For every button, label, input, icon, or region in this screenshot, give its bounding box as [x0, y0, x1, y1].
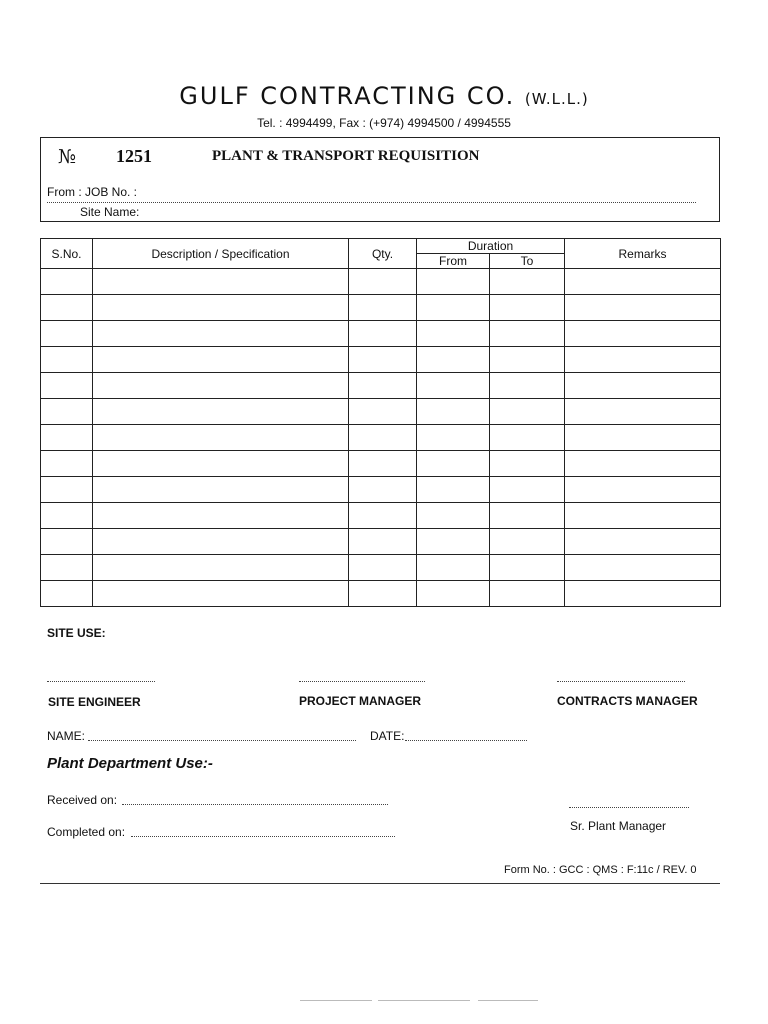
table-row [41, 373, 721, 399]
table-row [41, 269, 721, 295]
sno-cell[interactable] [41, 529, 93, 555]
serial-number: 1251 [116, 146, 152, 166]
to-cell[interactable] [490, 529, 565, 555]
site-engineer-signature-line[interactable] [47, 681, 155, 682]
sno-cell[interactable] [41, 477, 93, 503]
company-name-text: GULF CONTRACTING CO. [179, 82, 516, 110]
received-on-label: Received on: [47, 793, 118, 807]
scan-artifact-line [378, 1000, 470, 1001]
to-cell[interactable] [490, 555, 565, 581]
company-name [0, 82, 768, 110]
received-on-field[interactable] [122, 804, 388, 805]
sno-cell[interactable] [41, 399, 93, 425]
sno-cell[interactable] [41, 451, 93, 477]
sno-cell[interactable] [41, 581, 93, 607]
contracts-manager-label: CONTRACTS MANAGER [557, 694, 698, 708]
contracts-manager-signature-line[interactable] [557, 681, 685, 682]
qty-cell[interactable] [349, 555, 417, 581]
qty-cell[interactable] [349, 503, 417, 529]
to-cell[interactable] [490, 503, 565, 529]
remarks-cell[interactable] [565, 555, 721, 581]
header-remarks: Remarks [565, 239, 721, 269]
remarks-cell[interactable] [565, 477, 721, 503]
from-cell[interactable] [417, 347, 490, 373]
from-cell[interactable] [417, 295, 490, 321]
from-cell[interactable] [417, 581, 490, 607]
table-row [41, 425, 721, 451]
to-cell[interactable] [490, 477, 565, 503]
table-row [41, 477, 721, 503]
to-cell[interactable] [490, 295, 565, 321]
scan-artifact-line [478, 1000, 538, 1001]
form-number: Form No. : GCC : QMS : F:11c / REV. 0 [504, 864, 697, 876]
completed-on-field[interactable] [131, 836, 395, 837]
remarks-cell[interactable] [565, 503, 721, 529]
from-cell[interactable] [417, 269, 490, 295]
header-qty: Qty. [349, 239, 417, 269]
job-no-field[interactable] [47, 202, 696, 203]
date-field[interactable] [405, 740, 527, 741]
qty-cell[interactable] [349, 399, 417, 425]
from-cell[interactable] [417, 321, 490, 347]
qty-cell[interactable] [349, 347, 417, 373]
remarks-cell[interactable] [565, 321, 721, 347]
sno-cell[interactable] [41, 425, 93, 451]
table-row [41, 555, 721, 581]
description-cell[interactable] [93, 581, 349, 607]
table-row [41, 451, 721, 477]
form-title: PLANT & TRANSPORT REQUISITION [212, 148, 480, 164]
header-sno: S.No. [41, 239, 93, 269]
to-cell[interactable] [490, 269, 565, 295]
description-cell[interactable] [93, 477, 349, 503]
table-row [41, 321, 721, 347]
scan-artifact-line [300, 1000, 372, 1001]
description-cell[interactable] [93, 347, 349, 373]
sno-cell[interactable] [41, 269, 93, 295]
to-cell[interactable] [490, 581, 565, 607]
completed-on-label: Completed on: [47, 825, 126, 839]
sno-cell[interactable] [41, 347, 93, 373]
remarks-cell[interactable] [565, 399, 721, 425]
from-cell[interactable] [417, 555, 490, 581]
table-row [41, 503, 721, 529]
sno-cell[interactable] [41, 295, 93, 321]
site-name-label: Site Name: [80, 205, 140, 219]
from-cell[interactable] [417, 529, 490, 555]
description-cell[interactable] [93, 451, 349, 477]
from-cell[interactable] [417, 451, 490, 477]
qty-cell[interactable] [349, 451, 417, 477]
qty-cell[interactable] [349, 425, 417, 451]
qty-cell[interactable] [349, 529, 417, 555]
number-symbol: № [58, 146, 76, 168]
from-job-label: From : JOB No. : [47, 185, 138, 199]
site-use-label: SITE USE: [47, 626, 106, 640]
description-cell[interactable] [93, 503, 349, 529]
from-cell[interactable] [417, 373, 490, 399]
sno-cell[interactable] [41, 321, 93, 347]
date-label: DATE: [370, 729, 405, 743]
remarks-cell[interactable] [565, 373, 721, 399]
header-to: To [490, 254, 565, 269]
description-cell[interactable] [93, 399, 349, 425]
name-field[interactable] [88, 740, 356, 741]
to-cell[interactable] [490, 321, 565, 347]
description-cell[interactable] [93, 373, 349, 399]
to-cell[interactable] [490, 399, 565, 425]
to-cell[interactable] [490, 451, 565, 477]
remarks-cell[interactable] [565, 529, 721, 555]
remarks-cell[interactable] [565, 347, 721, 373]
description-cell[interactable] [93, 269, 349, 295]
contact-line: Tel. : 4994499, Fax : (+974) 4994500 / 4994555 [257, 116, 511, 130]
qty-cell[interactable] [349, 581, 417, 607]
plant-department-heading: Plant Department Use:- [47, 755, 213, 772]
from-cell[interactable] [417, 399, 490, 425]
to-cell[interactable] [490, 347, 565, 373]
table-row [41, 295, 721, 321]
requisition-table [40, 238, 721, 607]
qty-cell[interactable] [349, 269, 417, 295]
sr-plant-manager-signature-line[interactable] [569, 807, 689, 808]
remarks-cell[interactable] [565, 451, 721, 477]
description-cell[interactable] [93, 529, 349, 555]
header-from: From [417, 254, 490, 269]
header-description: Description / Specification [93, 239, 349, 269]
bottom-rule [40, 883, 720, 884]
sno-cell[interactable] [41, 555, 93, 581]
table-row [41, 399, 721, 425]
sno-cell[interactable] [41, 503, 93, 529]
qty-cell[interactable] [349, 295, 417, 321]
table-row [41, 347, 721, 373]
site-engineer-label: SITE ENGINEER [48, 695, 141, 709]
from-cell[interactable] [417, 503, 490, 529]
header-duration: Duration [417, 239, 565, 254]
table-row [41, 529, 721, 555]
qty-cell[interactable] [349, 373, 417, 399]
sno-cell[interactable] [41, 373, 93, 399]
company-suffix: (W.L.L.) [524, 90, 589, 108]
project-manager-label: PROJECT MANAGER [299, 694, 422, 708]
description-cell[interactable] [93, 295, 349, 321]
remarks-cell[interactable] [565, 295, 721, 321]
to-cell[interactable] [490, 425, 565, 451]
remarks-cell[interactable] [565, 581, 721, 607]
to-cell[interactable] [490, 373, 565, 399]
qty-cell[interactable] [349, 477, 417, 503]
remarks-cell[interactable] [565, 269, 721, 295]
table-row [41, 581, 721, 607]
qty-cell[interactable] [349, 321, 417, 347]
name-label: NAME: [47, 729, 86, 743]
description-cell[interactable] [93, 321, 349, 347]
description-cell[interactable] [93, 425, 349, 451]
project-manager-signature-line[interactable] [299, 681, 425, 682]
from-cell[interactable] [417, 425, 490, 451]
from-cell[interactable] [417, 477, 490, 503]
description-cell[interactable] [93, 555, 349, 581]
remarks-cell[interactable] [565, 425, 721, 451]
sr-plant-manager-label: Sr. Plant Manager [570, 819, 667, 833]
